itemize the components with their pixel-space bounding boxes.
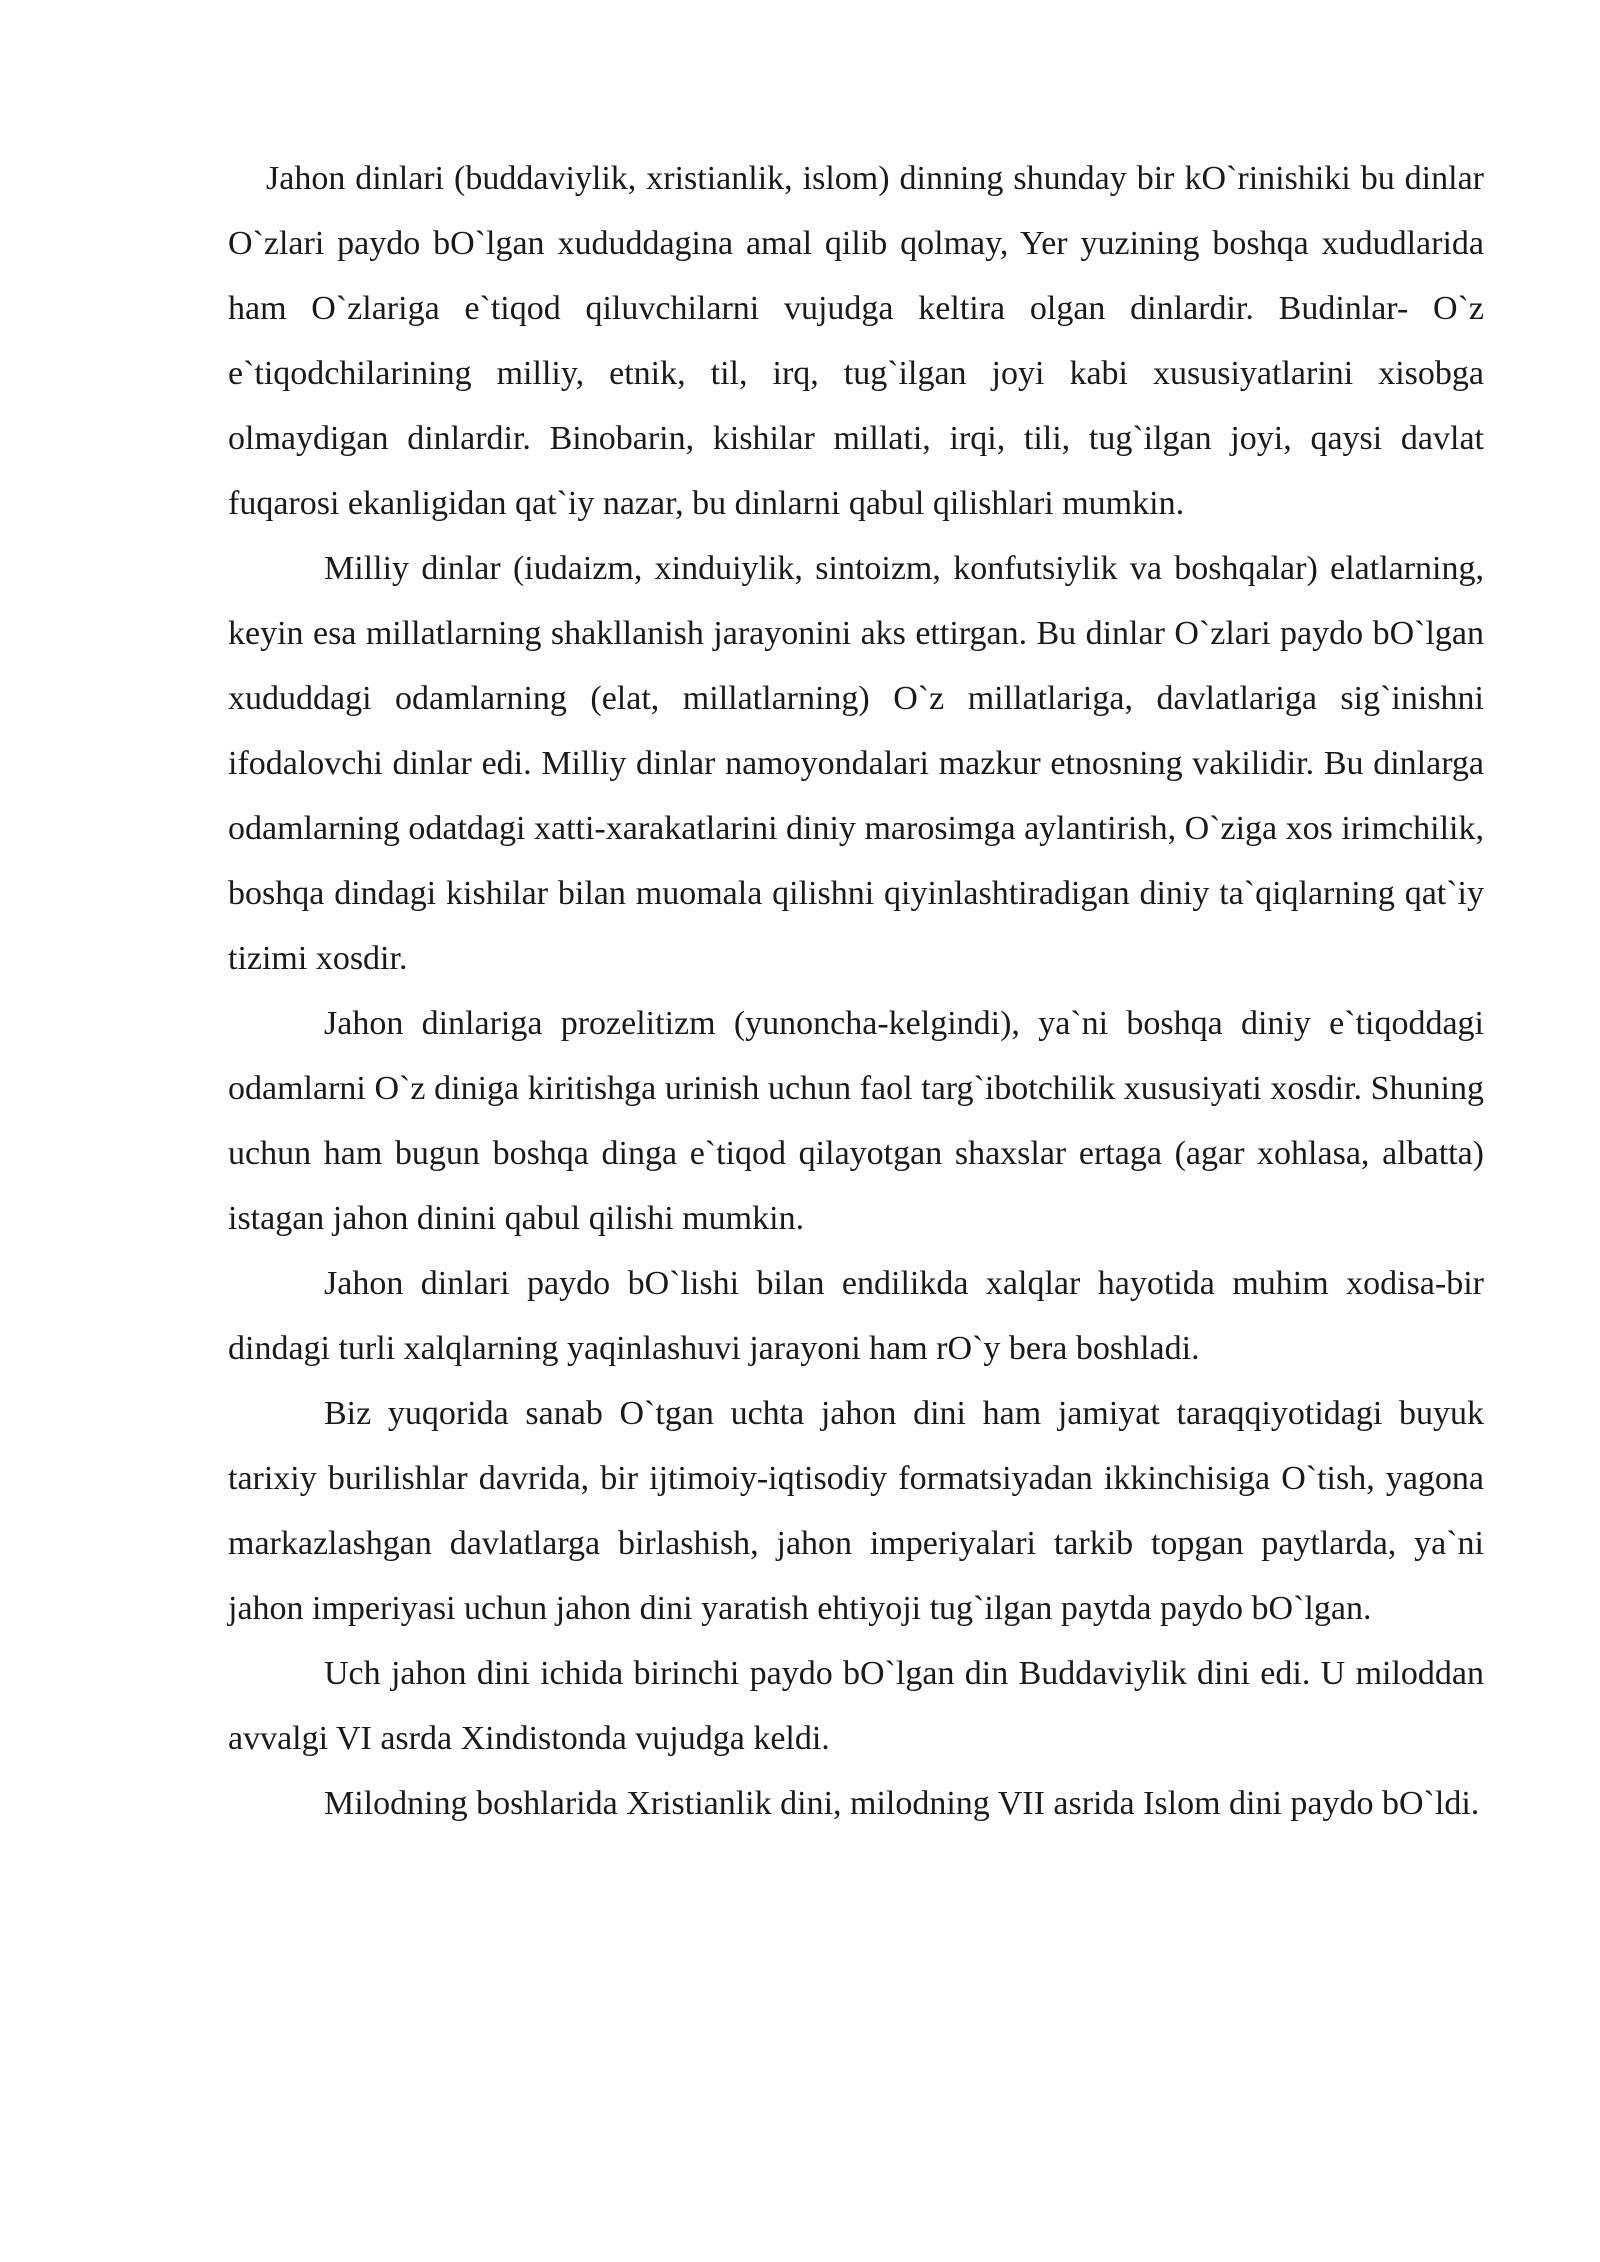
body-text bbox=[228, 146, 1484, 1836]
paragraph-rapprochement: Jahon dinlari paydo bO`lishi bilan endilikda xalqlar hayotida muhim xodisa-bir dindagi turli xalqlarning yaqinlashuvi jarayoni ham rO`y bera boshladi. bbox=[228, 1265, 1484, 1367]
paragraph-national-religions: Milliy dinlar (iudaizm, xinduiylik, sintoizm, konfutsiylik va boshqalar) elatlarning, keyin esa millatlarning shakllanish jarayonini aks ettirgan. Bu dinlar O`zlari paydo bO`lgan xududdagi odamlarning (elat, millatlarning) O`z millatlariga, davlatlariga sig`inishni ifodalovchi dinlar edi. Milliy dinlar namoyondalari mazkur etnosning vakilidir. Bu dinlarga odamlarning odatdagi xatti-xarakatlarini diniy marosimga aylantirish, O`ziga xos irimchilik, boshqa dindagi kishilar bilan muomala qilishni qiyinlashtiradigan diniy ta`qiqlarning qat`iy tizimi xosdir. bbox=[228, 550, 1484, 977]
paragraph-buddhism: Uch jahon dini ichida birinchi paydo bO`lgan din Buddaviylik dini edi. U miloddan avvalgi VI asrda Xindistonda vujudga keldi. bbox=[228, 1655, 1484, 1757]
paragraph-world-religions: Jahon dinlari (buddaviylik, xristianlik, islom) dinning shunday bir kO`rinishiki bu dinlar O`zlari paydo bO`lgan xududdagina amal qilib qolmay, Yer yuzining boshqa xududlarida ham O`zlariga e`tiqod qiluvchilarni vujudga keltira olgan dinlardir. Budinlar- O`z e`tiqodchilarining milliy, etnik, til, irq, tug`ilgan joyi kabi xususiyatlarini xisobga olmaydigan dinlardir. Binobarin, kishilar millati, irqi, tili, tug`ilgan joyi, qaysi davlat fuqarosi ekanligidan qat`iy nazar, bu dinlarni qabul qilishlari mumkin. bbox=[228, 160, 1484, 522]
paragraph-christianity-islam: Milodning boshlarida Xristianlik dini, milodning VII asrida Islom dini paydo bO`ldi. bbox=[324, 1785, 1480, 1822]
paragraph-historical-context: Biz yuqorida sanab O`tgan uchta jahon dini ham jamiyat taraqqiyotidagi buyuk tarixiy burilishlar davrida, bir ijtimoiy-iqtisodiy formatsiyadan ikkinchisiga O`tish, yagona markazlashgan davlatlarga birlashish, jahon imperiyalari tarkib topgan paytlarda, ya`ni jahon imperiyasi uchun jahon dini yaratish ehtiyoji tug`ilgan paytda paydo bO`lgan. bbox=[228, 1395, 1484, 1627]
paragraph-proselytism: Jahon dinlariga prozelitizm (yunoncha-kelgindi), ya`ni boshqa diniy e`tiqoddagi odamlarni O`z diniga kiritishga urinish uchun faol targ`ibotchilik xususiyati xosdir. Shuning uchun ham bugun boshqa dinga e`tiqod qilayotgan shaxslar ertaga (agar xohlasa, albatta) istagan jahon dinini qabul qilishi mumkin. bbox=[228, 1005, 1484, 1237]
